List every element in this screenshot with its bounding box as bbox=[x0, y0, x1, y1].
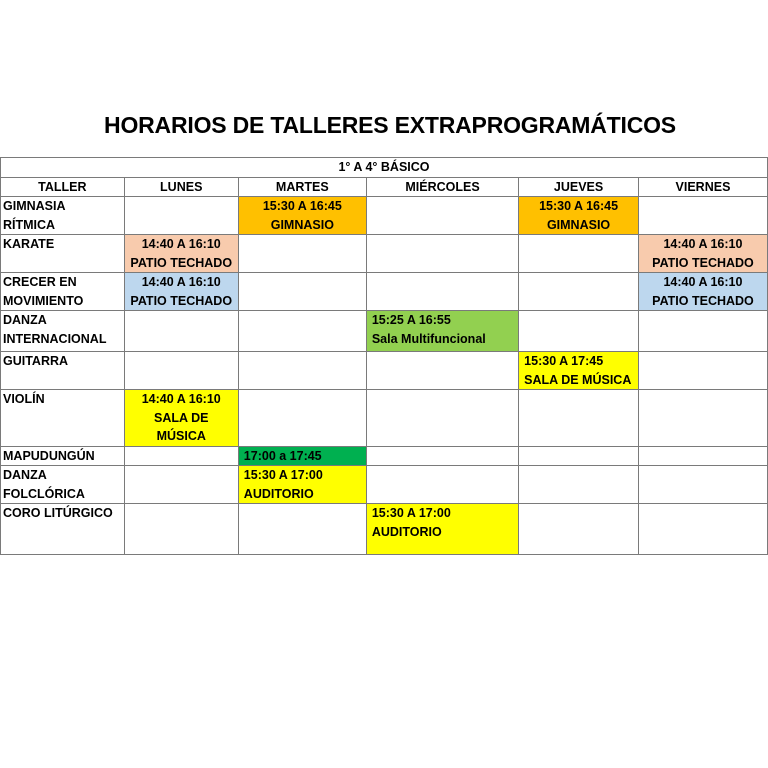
schedule-cell-line: 15:25 A 16:55 bbox=[371, 313, 451, 327]
empty-cell-viernes bbox=[638, 390, 767, 447]
workshop-name bbox=[1, 311, 125, 352]
workshop-name bbox=[1, 352, 125, 390]
column-header-miercoles: MIÉRCOLES bbox=[366, 177, 518, 197]
workshop-name-line: RÍTMICA bbox=[3, 217, 56, 232]
empty-cell-lunes bbox=[124, 311, 238, 352]
schedule-cell-line: 15:30 A 17:45 bbox=[524, 354, 604, 368]
schedule-cell-jueves bbox=[519, 352, 639, 390]
workshop-name-line: INTERNACIONAL bbox=[3, 331, 107, 346]
empty-cell-miercoles bbox=[366, 446, 518, 466]
workshop-name-line: DANZA bbox=[3, 468, 47, 482]
schedule-cell-line: PATIO TECHADO bbox=[130, 293, 233, 308]
empty-cell-miercoles bbox=[366, 273, 518, 311]
schedule-cell-lunes bbox=[124, 235, 238, 273]
workshop-name-line: GIMNASIA bbox=[3, 199, 66, 213]
empty-cell-viernes bbox=[638, 352, 767, 390]
table-row bbox=[1, 197, 768, 235]
schedule-table bbox=[0, 157, 768, 555]
schedule-cell-line: PATIO TECHADO bbox=[652, 255, 754, 270]
workshop-name bbox=[1, 273, 125, 311]
empty-cell-jueves bbox=[519, 504, 639, 555]
workshop-name-line: FOLCLÓRICA bbox=[3, 486, 85, 501]
level-header: 1° A 4° BÁSICO bbox=[1, 158, 768, 178]
workshop-name bbox=[1, 504, 125, 555]
table-row bbox=[1, 466, 768, 504]
schedule-cell-line: SALA DE MÚSICA bbox=[524, 372, 632, 387]
schedule-cell-miercoles bbox=[366, 504, 518, 555]
empty-cell-jueves bbox=[519, 390, 639, 447]
empty-cell-jueves bbox=[519, 446, 639, 466]
empty-cell-jueves bbox=[519, 235, 639, 273]
schedule-cell-line: AUDITORIO bbox=[243, 486, 314, 501]
workshop-name bbox=[1, 446, 125, 466]
column-header-viernes: VIERNES bbox=[638, 177, 767, 197]
schedule-cell-martes bbox=[238, 446, 366, 466]
schedule-cell-line: MÚSICA bbox=[156, 429, 206, 443]
workshop-name bbox=[1, 466, 125, 504]
schedule-cell-martes bbox=[238, 466, 366, 504]
page-title: HORARIOS DE TALLERES EXTRAPROGRAMÁTICOS bbox=[104, 112, 676, 138]
schedule-cell-viernes bbox=[638, 235, 767, 273]
empty-cell-lunes bbox=[124, 197, 238, 235]
column-header-martes: MARTES bbox=[238, 177, 366, 197]
schedule-cell-line: PATIO TECHADO bbox=[652, 293, 754, 308]
workshop-name-line: CORO LITÚRGICO bbox=[3, 506, 113, 520]
empty-cell-miercoles bbox=[366, 466, 518, 504]
schedule-cell-jueves bbox=[519, 197, 639, 235]
empty-cell-lunes bbox=[124, 352, 238, 390]
workshop-name bbox=[1, 235, 125, 273]
schedule-cell-line: 14:40 A 16:10 bbox=[141, 275, 221, 289]
empty-cell-lunes bbox=[124, 446, 238, 466]
column-header-taller: TALLER bbox=[1, 177, 125, 197]
empty-cell-miercoles bbox=[366, 197, 518, 235]
schedule-cell-line: 14:40 A 16:10 bbox=[663, 237, 743, 251]
level-header-row bbox=[1, 158, 768, 178]
workshop-name-line: MOVIMIENTO bbox=[3, 293, 84, 308]
empty-cell-miercoles bbox=[366, 390, 518, 447]
workshop-name bbox=[1, 197, 125, 235]
empty-cell-jueves bbox=[519, 273, 639, 311]
empty-cell-viernes bbox=[638, 504, 767, 555]
schedule-cell-line: GIMNASIO bbox=[270, 217, 334, 232]
schedule-cell-line: 15:30 A 17:00 bbox=[243, 468, 323, 482]
workshop-name-line: DANZA bbox=[3, 313, 47, 327]
empty-cell-jueves bbox=[519, 466, 639, 504]
empty-cell-martes bbox=[238, 273, 366, 311]
table-row bbox=[1, 504, 768, 555]
schedule-cell-line: SALA DE bbox=[154, 410, 209, 425]
empty-cell-martes bbox=[238, 235, 366, 273]
table-row bbox=[1, 446, 768, 466]
table-row bbox=[1, 273, 768, 311]
column-header-jueves: JUEVES bbox=[519, 177, 639, 197]
schedule-cell-line: 14:40 A 16:10 bbox=[141, 392, 221, 406]
empty-cell-viernes bbox=[638, 446, 767, 466]
schedule-cell-line: 17:00 a 17:45 bbox=[243, 448, 322, 463]
empty-cell-martes bbox=[238, 352, 366, 390]
schedule-cell-line: AUDITORIO bbox=[371, 524, 442, 539]
empty-cell-lunes bbox=[124, 466, 238, 504]
schedule-cell-line: 15:30 A 17:00 bbox=[371, 506, 451, 520]
schedule-cell-line: 15:30 A 16:45 bbox=[539, 199, 619, 213]
day-header-row bbox=[1, 177, 768, 197]
column-header-lunes: LUNES bbox=[124, 177, 238, 197]
schedule-cell-lunes bbox=[124, 390, 238, 447]
schedule-cell-viernes bbox=[638, 273, 767, 311]
empty-cell-lunes bbox=[124, 504, 238, 555]
table-row bbox=[1, 311, 768, 352]
workshop-name-line: GUITARRA bbox=[3, 354, 69, 368]
empty-cell-martes bbox=[238, 390, 366, 447]
empty-cell-viernes bbox=[638, 311, 767, 352]
schedule-cell-lunes bbox=[124, 273, 238, 311]
empty-cell-miercoles bbox=[366, 235, 518, 273]
workshop-name-line: MAPUDUNGÚN bbox=[3, 448, 95, 463]
empty-cell-viernes bbox=[638, 197, 767, 235]
workshop-name-line: KARATE bbox=[3, 237, 55, 251]
schedule-cell-line: 14:40 A 16:10 bbox=[141, 237, 221, 251]
schedule-cell-line: GIMNASIO bbox=[546, 217, 611, 232]
table-row bbox=[1, 235, 768, 273]
table-row bbox=[1, 390, 768, 447]
empty-cell-miercoles bbox=[366, 352, 518, 390]
schedule-cell-line: 15:30 A 16:45 bbox=[262, 199, 342, 213]
empty-cell-viernes bbox=[638, 466, 767, 504]
empty-cell-jueves bbox=[519, 311, 639, 352]
empty-cell-martes bbox=[238, 311, 366, 352]
workshop-name bbox=[1, 390, 125, 447]
schedule-cell-miercoles bbox=[366, 311, 518, 352]
schedule-cell-line: 14:40 A 16:10 bbox=[663, 275, 743, 289]
workshop-name-line: CRECER EN bbox=[3, 275, 77, 289]
schedule-cell-line: PATIO TECHADO bbox=[130, 255, 233, 270]
table-row bbox=[1, 352, 768, 390]
schedule-cell-line: Sala Multifuncional bbox=[371, 331, 486, 346]
schedule-cell-martes bbox=[238, 197, 366, 235]
empty-cell-martes bbox=[238, 504, 366, 555]
workshop-name-line: VIOLÍN bbox=[3, 392, 45, 406]
